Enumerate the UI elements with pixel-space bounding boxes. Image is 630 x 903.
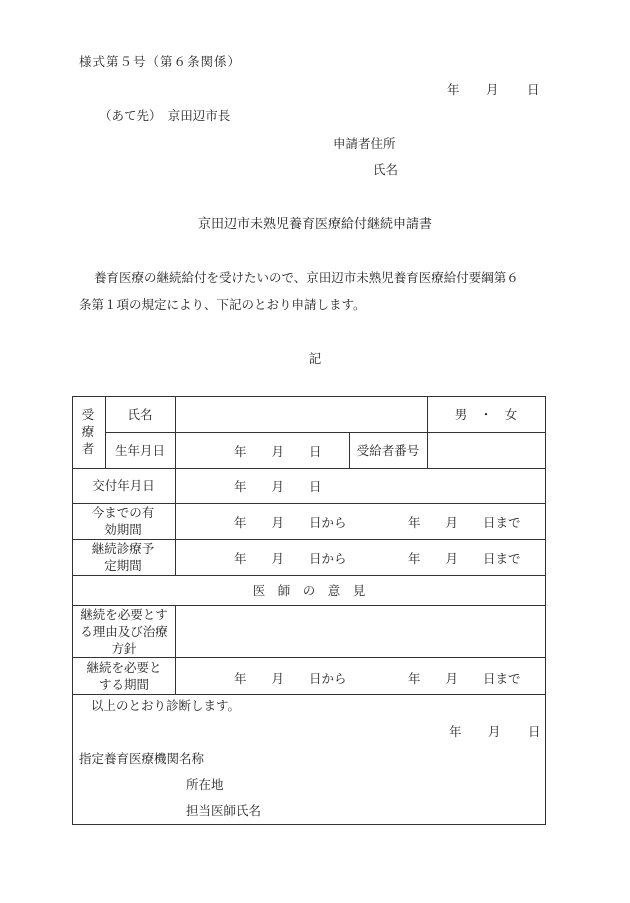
- addressee: （あて先） 京田辺市長: [99, 108, 231, 123]
- date-month-label: 月: [486, 82, 499, 97]
- continued-treatment-from: 年 月 日から: [234, 551, 347, 566]
- doctor-name-label: 担当医師氏名: [186, 803, 262, 818]
- date-day-label: 日: [527, 82, 540, 97]
- recipient-label: 受療者: [81, 407, 95, 456]
- date-year-label: 年: [447, 82, 460, 97]
- location-label: 所在地: [186, 777, 224, 792]
- diagnosis-day-label: 日: [528, 724, 541, 739]
- necessary-period-from: 年 月 日から: [234, 671, 347, 686]
- issue-date-value: 年 月 日: [234, 479, 322, 494]
- necessary-period-until: 年 月 日まで: [408, 671, 521, 686]
- valid-period-from: 年 月 日から: [234, 515, 347, 530]
- applicant-name-label: 氏名: [373, 162, 399, 177]
- beneficiary-number-label: 受給者番号: [356, 443, 420, 458]
- issue-date-label: 交付年月日: [92, 478, 155, 493]
- institution-name-label: 指定養育医療機関名称: [79, 751, 205, 766]
- necessary-period-label: 継続を必要とする期間: [86, 660, 162, 692]
- valid-period-label: 今までの有効期間: [91, 505, 155, 537]
- diagnosis-year-label: 年: [449, 724, 462, 739]
- name-label: 氏名: [127, 407, 153, 422]
- doctor-opinion-label: 医 師 の 意 見: [252, 583, 366, 598]
- reason-label: 継続を必要とする理由及び治療方針: [80, 607, 168, 656]
- body-text-line-2: 条第１項の規定により、下記のとおり申請します。: [79, 297, 366, 312]
- continued-treatment-until: 年 月 日まで: [408, 551, 521, 566]
- ki-marker: 記: [308, 351, 322, 366]
- birthdate-value: 年 月 日: [234, 444, 322, 459]
- sex-options: 男 ・ 女: [454, 407, 518, 422]
- document-title: 京田辺市未熟児養育医療給付継続申請書: [197, 217, 432, 232]
- continued-treatment-label: 継続診療予定期間: [91, 541, 155, 573]
- birthdate-label: 生年月日: [114, 443, 165, 458]
- valid-period-until: 年 月 日まで: [408, 515, 521, 530]
- applicant-address-label: 申請者住所: [333, 136, 396, 151]
- diagnosis-month-label: 月: [488, 724, 501, 739]
- form-number: 様式第５号（第６条関係）: [79, 54, 242, 69]
- body-text-line-1: 養育医療の継続給付を受けたいので、京田辺市未熟児養育医療給付要綱第６: [94, 270, 519, 285]
- diagnosis-statement: 以上のとおり診断します。: [91, 698, 241, 713]
